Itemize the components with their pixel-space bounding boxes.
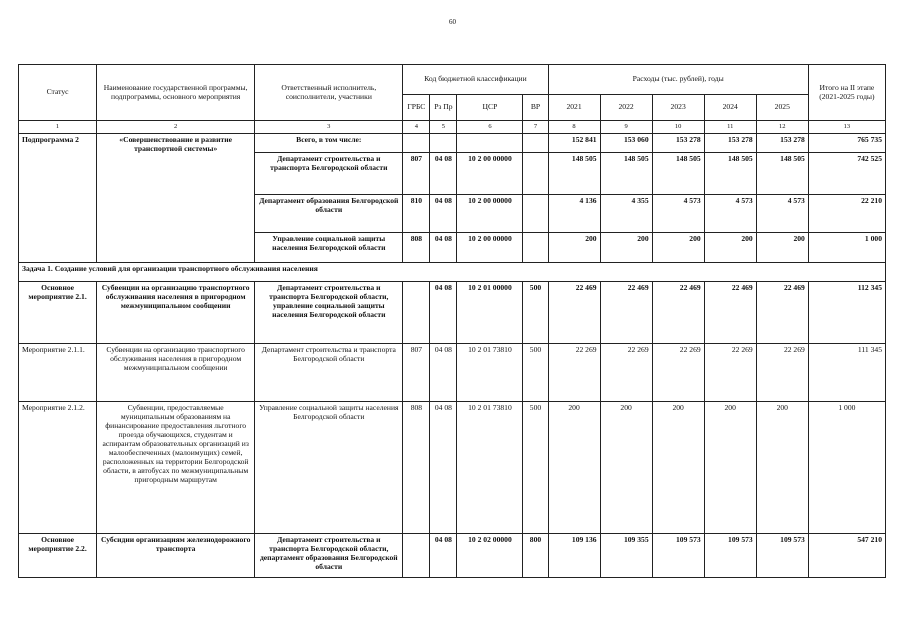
- csr-cell: 10 2 00 00000: [457, 195, 523, 233]
- vr-cell: 500: [523, 282, 548, 344]
- value-2023: 22 469: [652, 282, 704, 344]
- task-row: [19, 263, 886, 282]
- col-number: 5: [430, 121, 457, 134]
- value-2022: 153 060: [600, 134, 652, 153]
- col-number: 4: [403, 121, 430, 134]
- grbs-cell: 808: [403, 233, 430, 263]
- header-2022: 2022: [600, 95, 652, 121]
- value-total: 22 210: [808, 195, 885, 233]
- grbs-cell: 807: [403, 344, 430, 402]
- value-2025: 200: [756, 233, 808, 263]
- name-cell: Субвенции на организацию транспортного обслуживания населения в пригородном межмуниципальном сообщении: [97, 344, 255, 402]
- value-2024: 22 469: [704, 282, 756, 344]
- header-2023: 2023: [652, 95, 704, 121]
- header-budget-code: Код бюджетной классификации: [403, 65, 548, 95]
- col-number: 10: [652, 121, 704, 134]
- vr-cell: [523, 195, 548, 233]
- csr-cell: 10 2 01 73810: [457, 344, 523, 402]
- value-2024: 4 573: [704, 195, 756, 233]
- col-number: 12: [756, 121, 808, 134]
- value-2024: 200: [704, 233, 756, 263]
- col-number: 7: [523, 121, 548, 134]
- col-number: 11: [704, 121, 756, 134]
- rz-cell: 04 08: [430, 402, 457, 534]
- header-grbs: ГРБС: [403, 95, 430, 121]
- rz-cell: 04 08: [430, 534, 457, 578]
- value-total: 1 000: [808, 233, 885, 263]
- vr-cell: 500: [523, 344, 548, 402]
- responsible-cell: Департамент строительства и транспорта Белгородской области: [255, 153, 403, 195]
- header-vr: ВР: [523, 95, 548, 121]
- name-cell: Субвенции на организацию транспортного обслуживания населения в пригородном межмуниципальном сообщении: [97, 282, 255, 344]
- grbs-cell: [403, 534, 430, 578]
- value-2025: 153 278: [756, 134, 808, 153]
- vr-cell: [523, 153, 548, 195]
- header-total: Итого на II этапе (2021-2025 годы): [808, 65, 885, 121]
- col-number: 2: [97, 121, 255, 134]
- name-cell: Субсидии организациям железнодорожного транспорта: [97, 534, 255, 578]
- header-2024: 2024: [704, 95, 756, 121]
- value-2021: 200: [548, 233, 600, 263]
- header-status: Статус: [19, 65, 97, 121]
- value-2021: 109 136: [548, 534, 600, 578]
- value-2022: 22 469: [600, 282, 652, 344]
- rz-cell: 04 08: [430, 282, 457, 344]
- table-row: [19, 344, 886, 402]
- value-2023: 22 269: [652, 344, 704, 402]
- responsible-cell: Департамент строительства и транспорта Белгородской области, департамент образования Белгородской области: [255, 534, 403, 578]
- header-row-1: [19, 65, 886, 95]
- value-total: 742 525: [808, 153, 885, 195]
- table-row: [19, 534, 886, 578]
- col-number: 6: [457, 121, 523, 134]
- value-2023: 148 505: [652, 153, 704, 195]
- value-2025: 22 269: [756, 344, 808, 402]
- value-2021: 152 841: [548, 134, 600, 153]
- responsible-cell: Департамент образования Белгородской области: [255, 195, 403, 233]
- header-2021: 2021: [548, 95, 600, 121]
- header-2025: 2025: [756, 95, 808, 121]
- value-2021: 200: [548, 402, 600, 534]
- responsible-cell: Департамент строительства и транспорта Белгородской области: [255, 344, 403, 402]
- table-row: [19, 282, 886, 344]
- name-cell: Субвенции, предоставляемые муниципальным образованиям на финансирование предоставления льготного проезда обучающихся, студентам и аспирантам образовательных организаций из малообеспеченных (малоимущих) семей, расположенных на территории Белгородской области, в автобусах по межмуниципальным пригородным маршрутам: [97, 402, 255, 534]
- vr-cell: 800: [523, 534, 548, 578]
- status-cell: Мероприятие 2.1.1.: [19, 344, 97, 402]
- value-2024: 153 278: [704, 134, 756, 153]
- csr-cell: 10 2 01 73810: [457, 402, 523, 534]
- col-number: 8: [548, 121, 600, 134]
- expense-table: [18, 64, 886, 578]
- grbs-cell: 810: [403, 195, 430, 233]
- value-2022: 148 505: [600, 153, 652, 195]
- page-number: 60: [449, 18, 456, 26]
- value-2024: 200: [704, 402, 756, 534]
- task-title: Задача 1. Создание условий для организации транспортного обслуживания населения: [19, 263, 886, 282]
- csr-cell: 10 2 02 00000: [457, 534, 523, 578]
- value-2024: 148 505: [704, 153, 756, 195]
- header-expenses: Расходы (тыс. рублей), годы: [548, 65, 808, 95]
- value-2022: 200: [600, 233, 652, 263]
- rz-cell: 04 08: [430, 233, 457, 263]
- value-2023: 4 573: [652, 195, 704, 233]
- value-2023: 153 278: [652, 134, 704, 153]
- value-2022: 22 269: [600, 344, 652, 402]
- value-2025: 4 573: [756, 195, 808, 233]
- rz-cell: 04 08: [430, 153, 457, 195]
- col-number: 13: [808, 121, 885, 134]
- subprogram-name: «Совершенствование и развитие транспортной системы»: [97, 134, 255, 263]
- csr-cell: 10 2 00 00000: [457, 233, 523, 263]
- grbs-cell: [403, 282, 430, 344]
- value-2021: 22 269: [548, 344, 600, 402]
- value-total: 765 735: [808, 134, 885, 153]
- rz-cell: [430, 134, 457, 153]
- value-2023: 109 573: [652, 534, 704, 578]
- rz-cell: 04 08: [430, 344, 457, 402]
- value-2025: 22 469: [756, 282, 808, 344]
- grbs-cell: 807: [403, 153, 430, 195]
- value-total: 1 000: [808, 402, 885, 534]
- responsible-cell: Управление социальной защиты населения Белгородской области: [255, 402, 403, 534]
- value-2024: 22 269: [704, 344, 756, 402]
- value-total: 111 345: [808, 344, 885, 402]
- vr-cell: [523, 233, 548, 263]
- value-2023: 200: [652, 233, 704, 263]
- value-2024: 109 573: [704, 534, 756, 578]
- status-cell: Основное мероприятие 2.1.: [19, 282, 97, 344]
- value-2022: 109 355: [600, 534, 652, 578]
- value-total: 112 345: [808, 282, 885, 344]
- header-responsible: Ответственный исполнитель, соисполнители, участники: [255, 65, 403, 121]
- col-number: 1: [19, 121, 97, 134]
- rz-cell: 04 08: [430, 195, 457, 233]
- header-name: Наименование государственной программы, подпрограммы, основного мероприятия: [97, 65, 255, 121]
- table-row: [19, 134, 886, 153]
- column-number-row: [19, 121, 886, 134]
- csr-cell: 10 2 01 00000: [457, 282, 523, 344]
- value-2022: 200: [600, 402, 652, 534]
- vr-cell: [523, 134, 548, 153]
- table-row: [19, 402, 886, 534]
- col-number: 3: [255, 121, 403, 134]
- value-2022: 4 355: [600, 195, 652, 233]
- status-cell: Основное мероприятие 2.2.: [19, 534, 97, 578]
- responsible-cell: Управление социальной защиты населения Белгородской области: [255, 233, 403, 263]
- value-2023: 200: [652, 402, 704, 534]
- header-rz-pr: Рз Пр: [430, 95, 457, 121]
- csr-cell: [457, 134, 523, 153]
- value-2025: 200: [756, 402, 808, 534]
- value-total: 547 210: [808, 534, 885, 578]
- value-2021: 148 505: [548, 153, 600, 195]
- status-cell: Мероприятие 2.1.2.: [19, 402, 97, 534]
- responsible-cell: Всего, в том числе:: [255, 134, 403, 153]
- value-2025: 148 505: [756, 153, 808, 195]
- value-2021: 22 469: [548, 282, 600, 344]
- value-2021: 4 136: [548, 195, 600, 233]
- responsible-cell: Департамент строительства и транспорта Белгородской области, управление социальной защиты населения Белгородской области: [255, 282, 403, 344]
- header-csr: ЦСР: [457, 95, 523, 121]
- csr-cell: 10 2 00 00000: [457, 153, 523, 195]
- subprogram-status: Подпрограмма 2: [19, 134, 97, 263]
- grbs-cell: [403, 134, 430, 153]
- col-number: 9: [600, 121, 652, 134]
- vr-cell: 500: [523, 402, 548, 534]
- value-2025: 109 573: [756, 534, 808, 578]
- grbs-cell: 808: [403, 402, 430, 534]
